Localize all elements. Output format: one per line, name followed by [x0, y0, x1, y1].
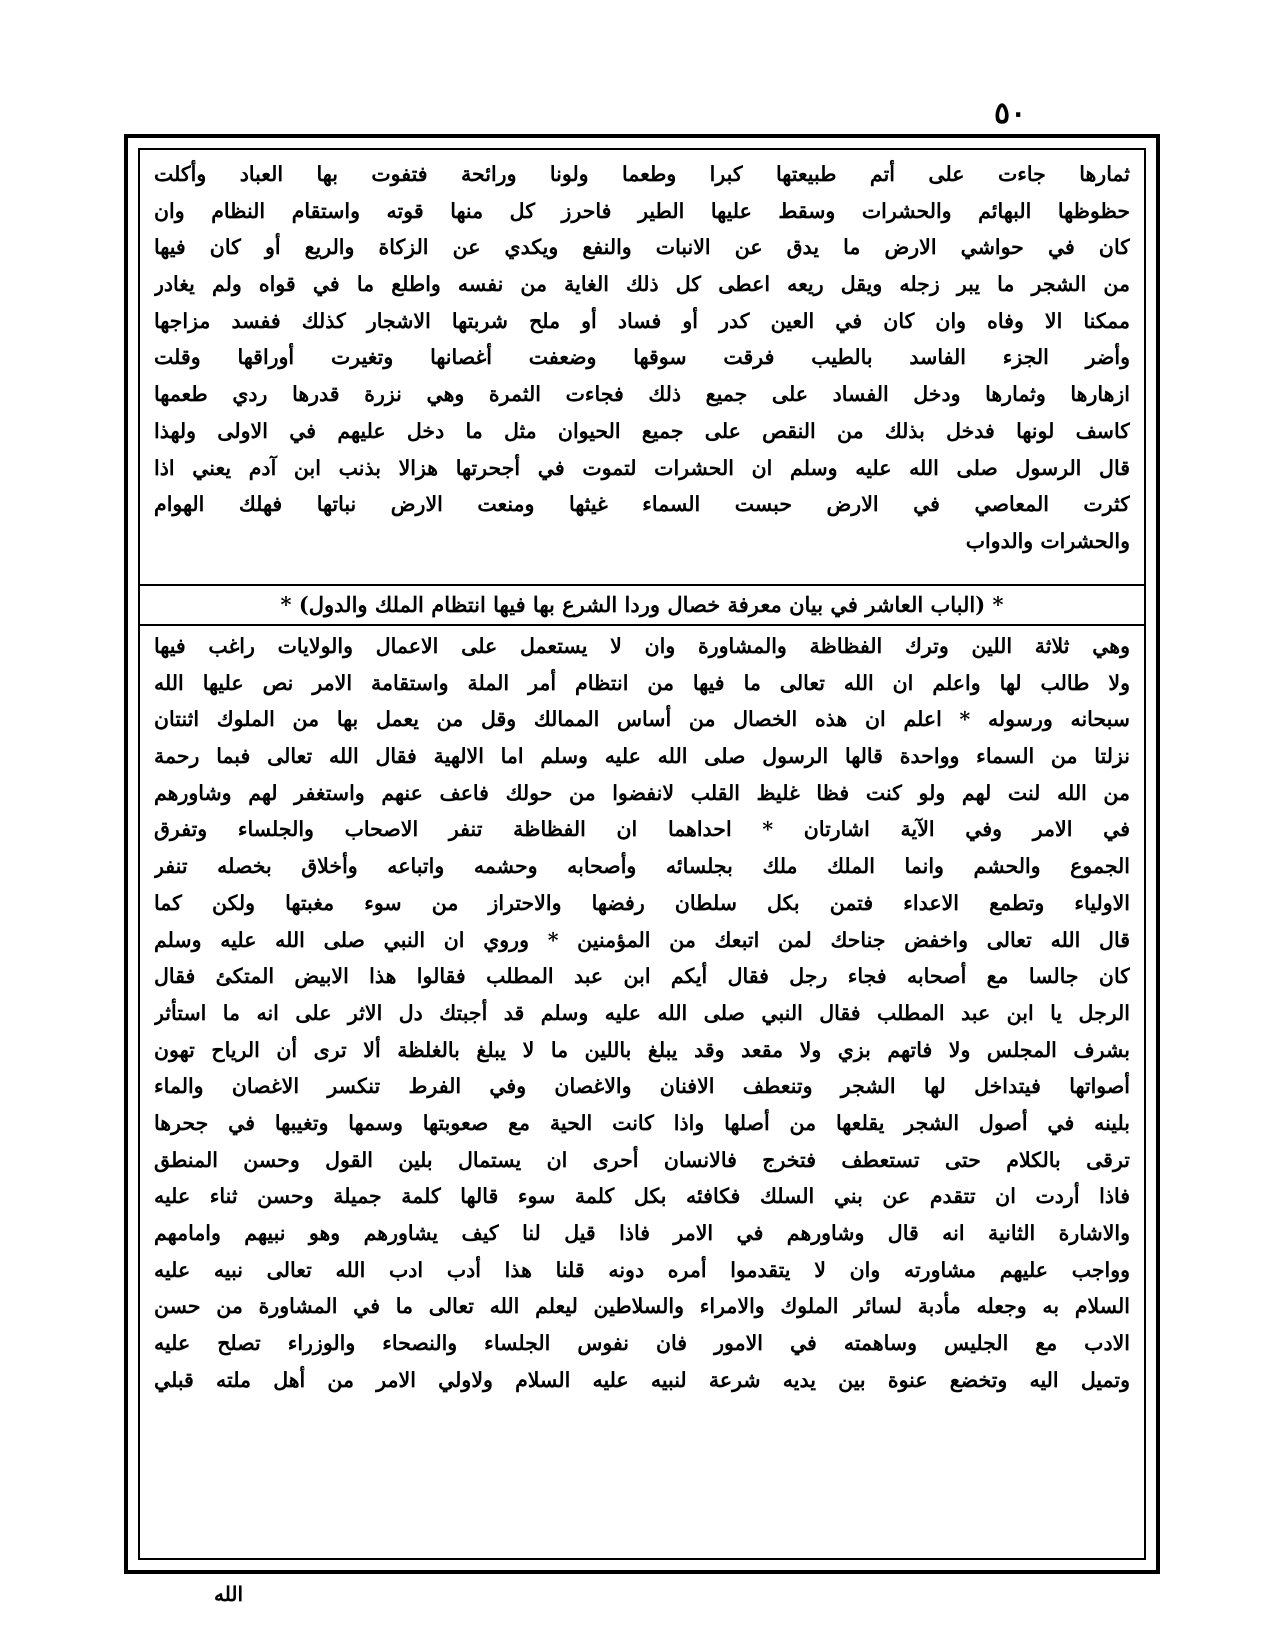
text-line: بشرف المجلس ولا فاتهم بزي ولا مقعد وقد يبلغ باللين ما لا يبلغ بالغلظة ألا ترى أن الرياح تهون	[154, 1037, 1130, 1062]
text-line: أصواتها فيتداخل لها الشجر وتنعطف الافنان والاغصان وفي الفرط تنكسر الاغصان والماء	[154, 1074, 1130, 1099]
text-line: ولا طالب لها واعلم ان الله تعالى ما فيها من انتظام أمر الملة واستقامة الامر نص عليها الله	[154, 670, 1130, 695]
text-line: والحشرات والدواب	[965, 528, 1130, 553]
text-line: حظوظها البهائم والحشرات وسقط عليها الطير فاحرز كل منها قوته واستقام النظام وان	[154, 198, 1130, 223]
text-line: كثرت المعاصي في الارض حبست السماء غيثها ومنعت الارض نباتها فهلك الهوام	[154, 492, 1130, 517]
page-border-inner	[138, 148, 1146, 1560]
text-line: من الشجر ما يبر زجله ويقل ريعه اعطى كل ذلك الغاية من نفسه واطلع ما في قواه ولم يغادر	[154, 272, 1130, 297]
text-line: وتميل اليه وتخضع عنوة بين يديه شرعة لنبيه عليه السلام ولاولي الامر من أهل ملته قبلي	[154, 1367, 1130, 1392]
top-text-block	[154, 156, 1130, 560]
text-line: السلام به وجعله مأدبة لسائر الملوك والامراء والسلاطين ليعلم الله تعالى ما في المشاورة من حسن	[154, 1294, 1130, 1319]
text-line: قال الرسول صلى الله عليه وسلم ان الحشرات لتموت في أجحرتها هزالا بذنب ابن آدم يعني اذا	[154, 455, 1130, 480]
text-line: كاسف لونها فدخل بذلك من النقص على جميع الحيوان مثل ما دخل عليهم في الاولى ولهذا	[154, 418, 1130, 443]
bottom-text-block	[154, 628, 1130, 1398]
text-line: ممكنا الا وفاه وان كان في العين كدر أو فساد أو ملح شربتها الاشجار كذلك ففسد مزاجها	[154, 308, 1130, 333]
text-line: نزلتا من السماء وواحدة قالها الرسول صلى الله عليه وسلم اما الالهية فقال الله تعالى فبما رحمة	[154, 744, 1130, 769]
text-line: الاولياء وتطمع الاعداء فتمن بكل سلطان رفضها والاحتراز من سوء مغبتها ولكن كما	[154, 890, 1130, 915]
text-line: في الامر وفي الآية اشارتان * احداهما ان الفظاظة تنفر الاصحاب والجلساء وتفرق	[154, 817, 1130, 842]
text-line: ترقى بالكلام حتى تستعطف فتخرج فالانسان أحرى ان يستمال بلين القول وحسن المنطق	[154, 1147, 1130, 1172]
page-border-outer	[124, 134, 1160, 1574]
text-line: كان جالسا مع أصحابه فجاء رجل فقال أيكم ابن عبد المطلب فقالوا هذا الابيض المتكئ فقال	[154, 964, 1130, 989]
text-line: من الله لنت لهم ولو كنت فظا غليظ القلب لانفضوا من حولك فاعف عنهم واستغفر لهم وشاورهم	[154, 780, 1130, 805]
text-line: وهي ثلاثة اللين وترك الفظاظة والمشاورة وان لا يستعمل على الاعمال والولايات راغب فيها	[154, 634, 1130, 658]
text-line: وواجب عليهم مشاورته وان لا يتقدموا أمره دونه قلنا هذا أدب ادب الله تعالى نبيه عليه	[154, 1257, 1130, 1282]
chapter-heading: * (الباب العاشر في بيان معرفة خصال وردا الشرع بها فيها انتظام الملك والدول) *	[140, 584, 1144, 626]
text-line: ثمارها جاءت على أتم طبيعتها كبرا وطعما ولونا ورائحة فتفوت بها العباد وأكلت	[154, 162, 1130, 186]
page-number: ٥٠	[994, 96, 1027, 131]
text-line: ازهارها وثمارها ودخل الفساد على جميع ذلك فجاءت الثمرة وهي نزرة قدرها ردي طعمها	[154, 382, 1130, 407]
catchword: الله	[214, 1582, 243, 1606]
text-line: قال الله تعالى واخفض جناحك لمن اتبعك من المؤمنين * وروي ان النبي صلى الله عليه وسلم	[154, 927, 1130, 952]
text-line: وأضر الجزء الفاسد بالطيب فرقت سوقها وضعفت أغصانها وتغيرت أوراقها وقلت	[154, 345, 1130, 370]
text-line: فاذا أردت ان تتقدم عن بني السلك فكافئه بكل كلمة سوء قالها كلمة جميلة وحسن ثناء عليه	[154, 1184, 1130, 1209]
text-line: الرجل يا ابن عبد المطلب فقال النبي صلى الله عليه وسلم قد أجبتك دل الاثر على انه ما استأثر	[154, 1000, 1130, 1025]
text-line: الجموع والحشم وانما الملك ملك بجلسائه وأصحابه وحشمه واتباعه وأخلاق بخصله تنفر	[154, 854, 1130, 879]
text-line: والاشارة الثانية انه قال وشاورهم في الامر فاذا قيل لنا كيف يشاورهم وهو نبيهم وامامهم	[154, 1221, 1130, 1245]
text-line: كان في حواشي الارض ما يدق عن الانبات والنفع ويكدي عن الزكاة والريع أو كان فيها	[154, 235, 1130, 260]
text-line: الادب مع الجليس وساهمته في الامور فان نفوس الجلساء والنصحاء والوزراء تصلح عليه	[154, 1331, 1130, 1356]
text-line: سبحانه ورسوله * اعلم ان هذه الخصال من أساس الممالك وقل من يعمل بها من الملوك اثنتان	[154, 707, 1130, 732]
text-line: بلينه في أصول الشجر يقلعها من أصلها واذا كانت الحية مع صعوبتها وسمها وتغيبها في جحرها	[154, 1110, 1130, 1135]
